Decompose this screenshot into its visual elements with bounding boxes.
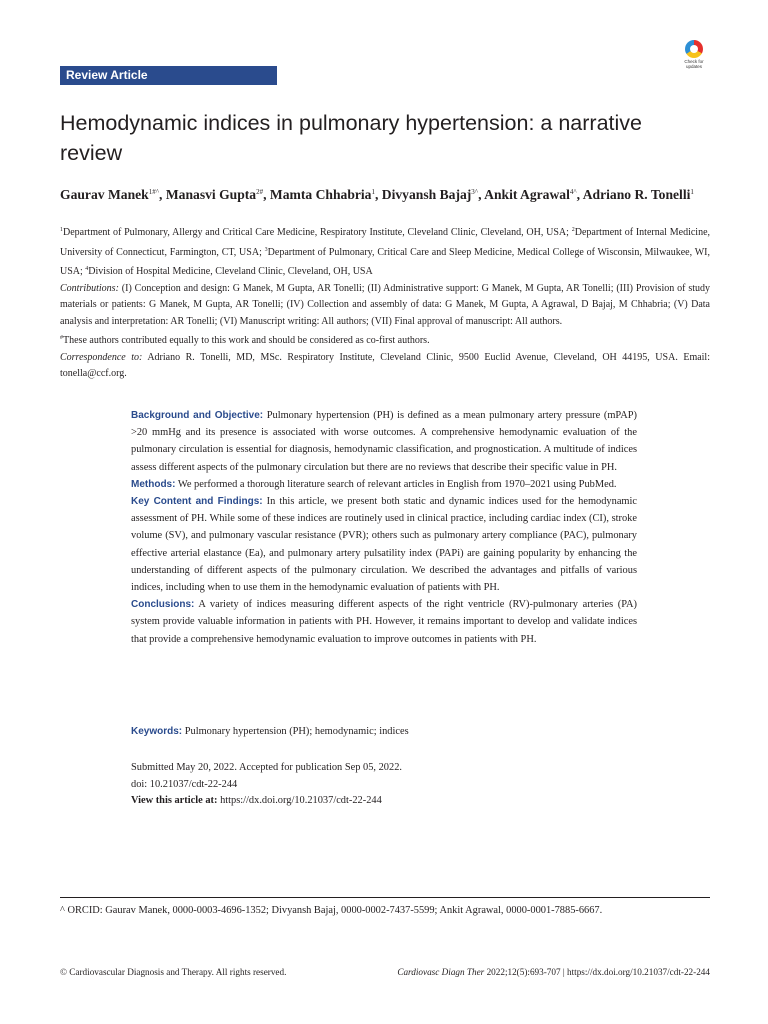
- copyright: © Cardiovascular Diagnosis and Therapy. All rights reserved.: [60, 967, 287, 977]
- abstract-methods: Methods: We performed a thorough literature search of relevant articles in English from 1970–2021 using PubMed.: [131, 478, 617, 490]
- contributions: Contributions: (I) Conception and design: G Manek, M Gupta, AR Tonelli; (II) Administrative support: G Manek, M Gupta, AR Tonelli; (III) Provision of study materials or patients: G Manek, M Gupta, AR Tonelli; (IV) Collection and assembly of data: G Manek, M Gupta, A Agrawal, D Bajaj, M Chhabria; (V) Data analysis and interpretation: AR Tonelli; (VI) Manuscript writing: All authors; (VII) Final approval of manuscript: All authors.: [60, 282, 710, 327]
- abstract: [131, 407, 637, 648]
- keywords: Keywords: Pulmonary hypertension (PH); hemodynamic; indices: [131, 726, 409, 737]
- author-name: Adriano R. Tonelli: [582, 187, 691, 202]
- author-affiliation-marker: 2#: [256, 188, 264, 196]
- submission-dates: Submitted May 20, 2022. Accepted for publication Sep 05, 2022.: [131, 762, 402, 773]
- author-affiliation-marker: 3^: [471, 188, 479, 196]
- citation: Cardiovasc Diagn Ther 2022;12(5):693-707 | https://dx.doi.org/10.21037/cdt-22-244: [397, 967, 710, 977]
- view-article-line: View this article at: https://dx.doi.org/10.21037/cdt-22-244: [131, 795, 382, 806]
- publication-info: [131, 760, 637, 810]
- doi: doi: 10.21037/cdt-22-244: [131, 778, 238, 790]
- abstract-background: Background and Objective: Pulmonary hypertension (PH) is defined as a mean pulmonary artery pressure (mPAP) >20 mmHg and its presence is associated with worse outcomes. A comprehensive hemodynamic evaluation of the pulmonary circulation is essential for diagnosis, hemodynamic classification, and prognostication. A multitude of indices assess different aspects of the pulmonary circulation but there are no reviews that describe their specific value in PH.: [131, 410, 637, 473]
- check-for-updates-badge[interactable]: [678, 40, 710, 72]
- abstract-conclusions: Conclusions: A variety of indices measuring different aspects of the right ventricle (RV)-pulmonary arteries (PA) system provide valuable information in patients with PH. However, it remains important to develop and validate indices that provide a comprehensive hemodynamic evaluation to improve outcomes in patients with PH.: [131, 599, 637, 645]
- affiliation-list: $^1$Department of Pulmonary, Allergy and Critical Care Medicine, Respiratory Institute, Cleveland Clinic, Cleveland, OH, USA; $^2$Department of Internal Medicine, University of Connecticut, Farmington, CT, USA; $^3$Department of Pulmonary, Critical Care and Sleep Medicine, Medical College of Wisconsin, Milwaukee, WI, USA; $^4$Division of Hospital Medicine, Cleveland Clinic, Cleveland, OH, USA: [60, 227, 711, 277]
- crossmark-icon: [685, 40, 703, 58]
- author-affiliation-marker: 1: [371, 188, 375, 196]
- abstract-findings: Key Content and Findings: In this article, we present both static and dynamic indices used for the hemodynamic assessment of PH. While some of these indices are routinely used in clinical practice, including cardiac index (CI), stroke volume (SV), and pulmonary vascular resistance (PVR); others such as pulmonary artery compliance (PAC), pulmonary effective arterial elastance (Ea), and pulmonary artery pulsatility index (PAPi) are gaining popularity by enhancing the understanding of different aspects of the pulmonary circulation. We described the advantages and pitfalls of various indices, including when to use them in the hemodynamic evaluation of patients with PH.: [131, 496, 638, 594]
- article-title: Hemodynamic indices in pulmonary hypertension: a narrative review: [60, 111, 642, 165]
- author-name: Divyansh Bajaj: [381, 187, 472, 202]
- correspondence: Correspondence to: Adriano R. Tonelli, MD, MSc. Respiratory Institute, Cleveland Clinic, 9500 Euclid Avenue, Cleveland, OH 44195, USA. Email: tonella@ccf.org.: [60, 351, 710, 379]
- affiliations-block: [60, 222, 710, 383]
- author-name: Gaurav Manek: [60, 187, 149, 202]
- check-updates-label: Check for updates: [684, 59, 704, 69]
- author-name: Mamta Chhabria: [269, 187, 372, 202]
- author-list: Gaurav Manek$^{1\#\^{}}$, Manasvi Gupta$^{2\#}$, Mamta Chhabria$^1$, Divyansh Bajaj$^{3\^{}}$, Ankit Agrawal$^{4\^{}}$, Adriano R. Tonelli$^1$: [60, 187, 694, 202]
- article-url-link[interactable]: https://dx.doi.org/10.21037/cdt-22-244: [217, 795, 382, 806]
- author-name: Manasvi Gupta: [165, 187, 257, 202]
- author-name: Ankit Agrawal: [484, 187, 570, 202]
- author-affiliation-marker: 4^: [569, 188, 577, 196]
- equal-contribution-note: #These authors contributed equally to this work and should be considered as co-first authors.: [60, 335, 430, 346]
- article-type-banner: Review Article: [60, 66, 277, 85]
- author-affiliation-marker: 1#^: [148, 188, 160, 196]
- author-affiliation-marker: 1: [690, 188, 694, 196]
- orcid-footnote: ^ ORCID: Gaurav Manek, 0000-0003-4696-1352; Divyansh Bajaj, 0000-0002-7437-5599; Ankit Agrawal, 0000-0001-7885-6667.: [60, 905, 603, 916]
- footnote-divider: [60, 897, 710, 898]
